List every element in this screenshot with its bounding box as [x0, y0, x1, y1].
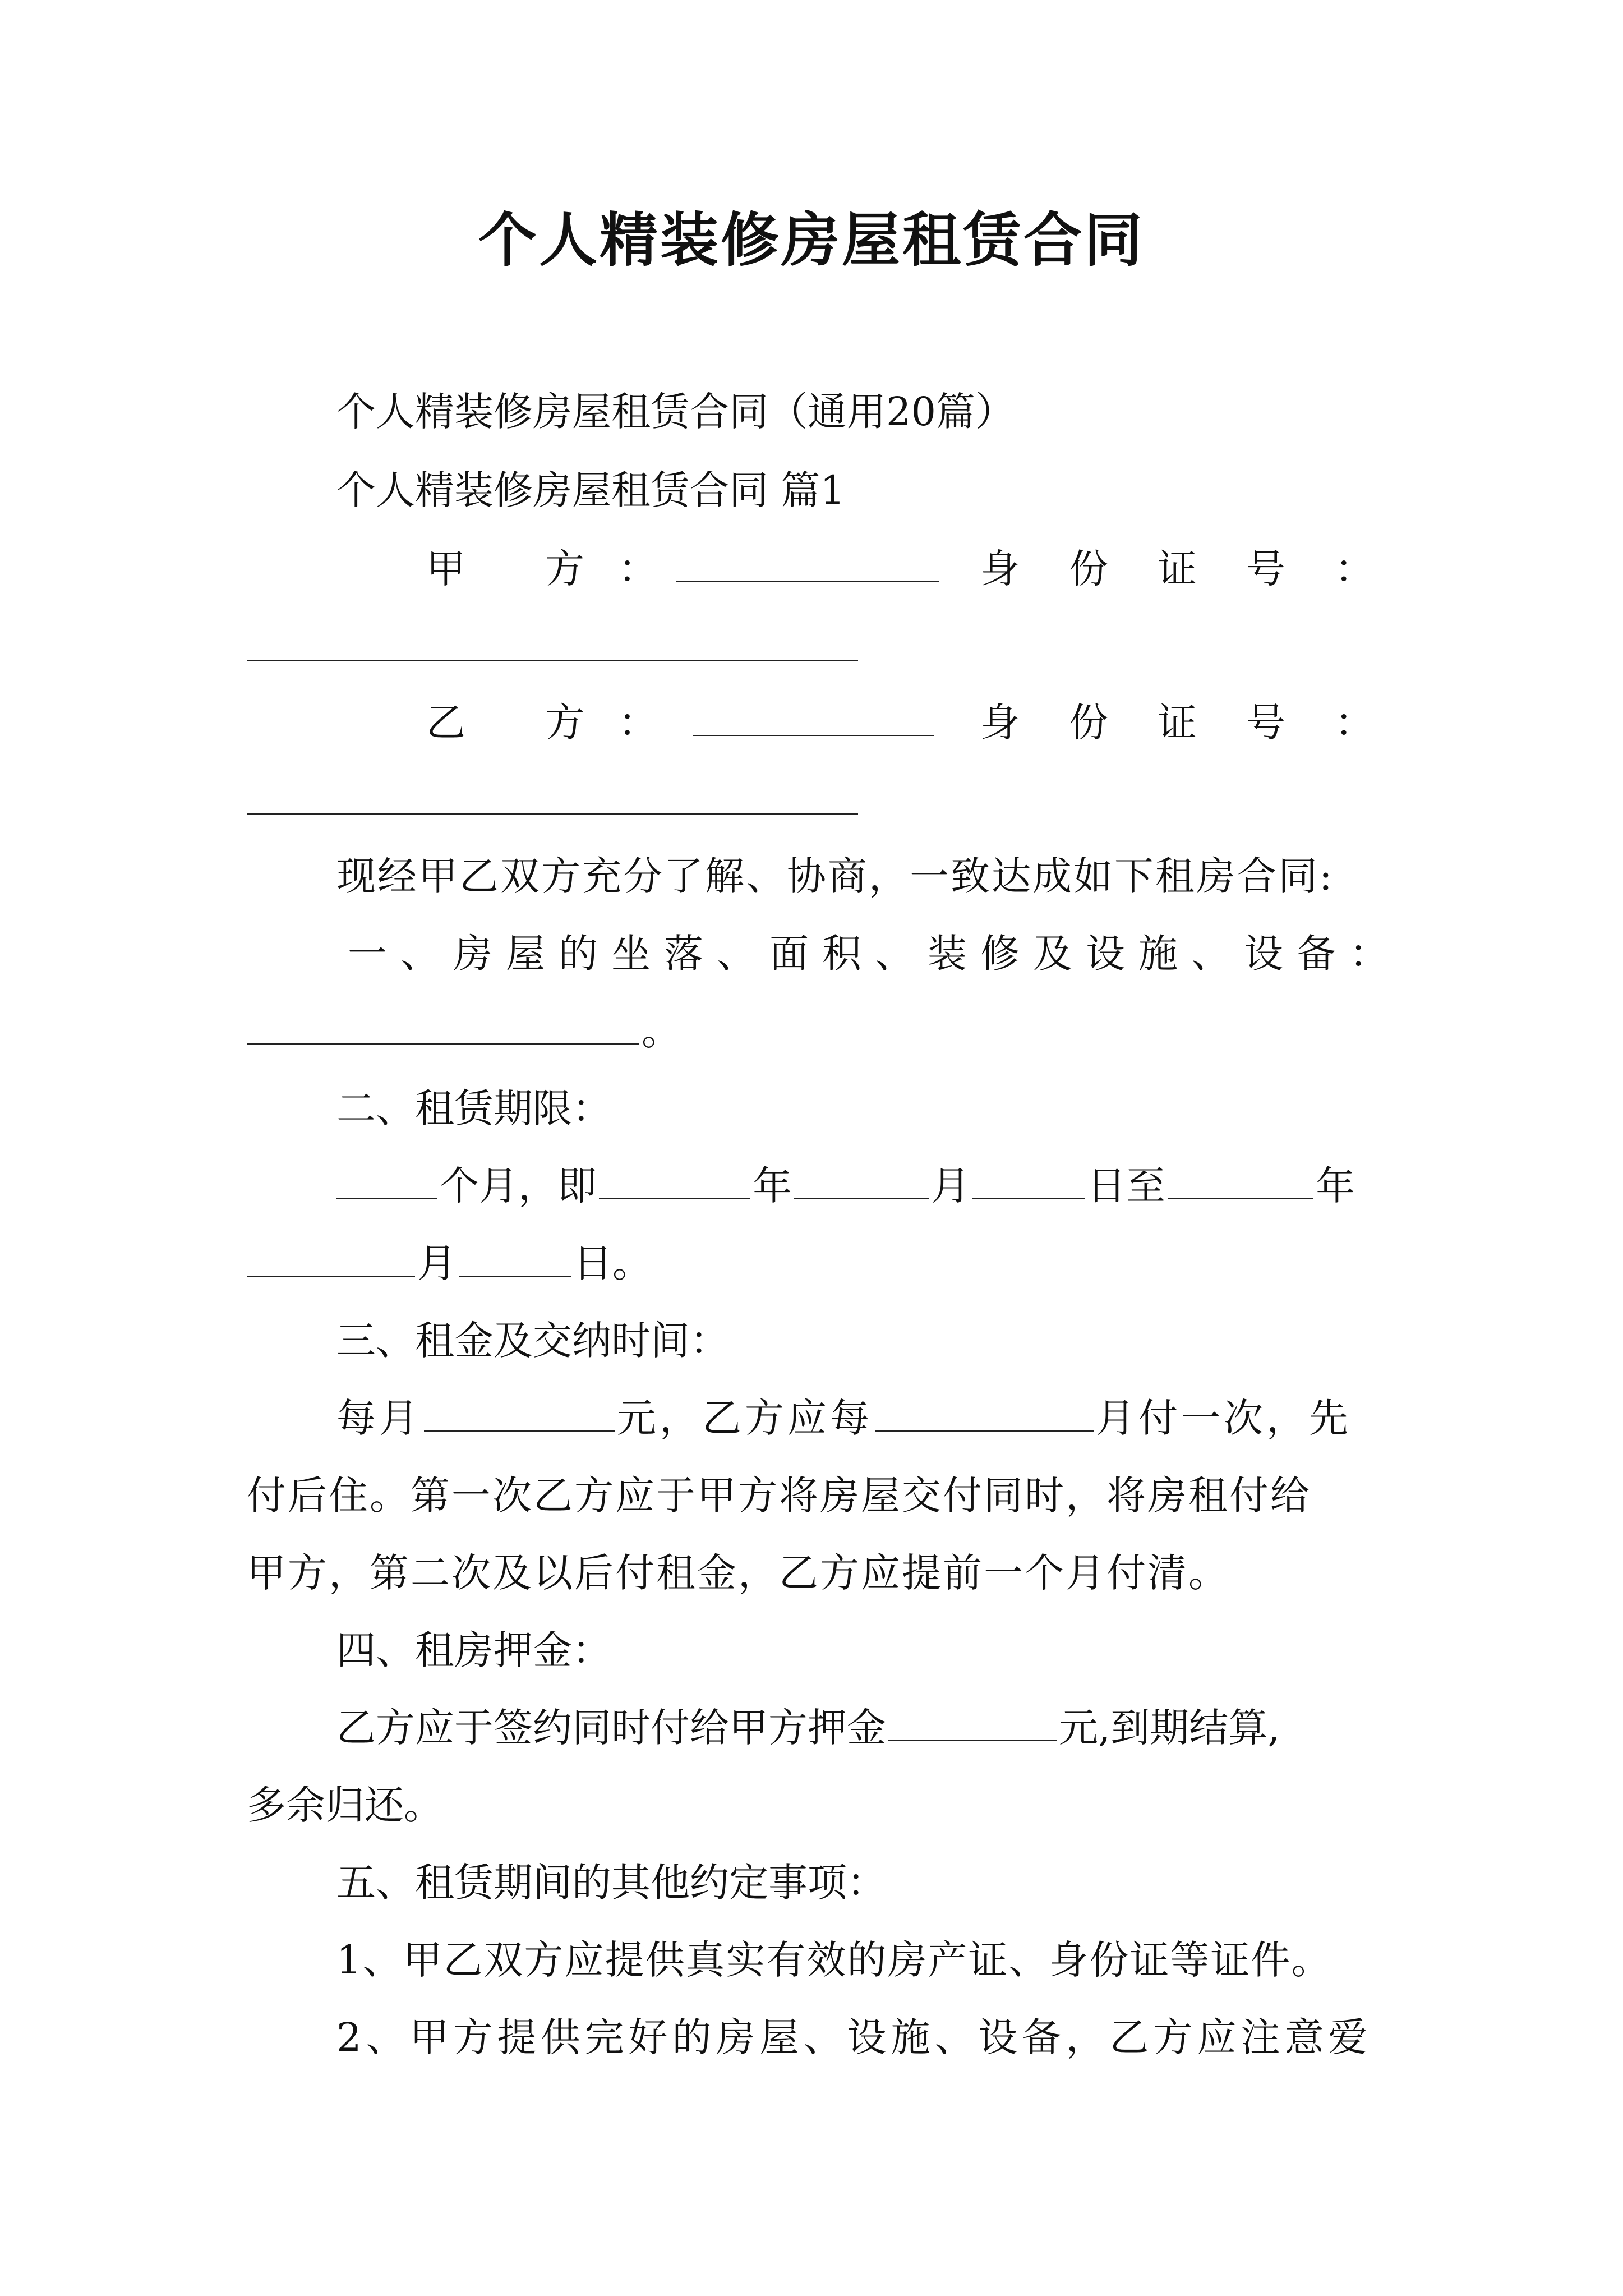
clause2-line1 [336, 1159, 1355, 1213]
clause4-heading: 四、租房押金： [336, 1627, 611, 1673]
clause4-line1 [336, 1701, 1280, 1755]
clause3-text-yuan: 元，乙方应每 [617, 1395, 873, 1441]
payment-period-blank [875, 1398, 1094, 1432]
party-a-id-label: 身份证号： [980, 546, 1423, 592]
clause2-line2 [247, 1236, 652, 1290]
clause2-text-month: 月 [931, 1163, 970, 1209]
clause3-heading: 三、租金及交纳时间： [336, 1318, 729, 1364]
party-b-label: 乙 方： [426, 700, 691, 746]
party-b-id-blank [247, 813, 858, 815]
subtitle: 个人精装修房屋租赁合同（通用20篇） [336, 389, 1015, 435]
intro-text: 现经甲乙双方充分了解、协商，一致达成如下租房合同: [336, 853, 1334, 899]
party-a-id-blank [247, 660, 858, 661]
clause4-text-deposit: 乙方应于签约同时付给甲方押金 [336, 1705, 886, 1751]
clause3-line2: 付后住。第一次乙方应于甲方将房屋交付同时，将房租付给 [247, 1473, 1311, 1519]
party-a-name-blank [676, 549, 939, 582]
party-b-row [426, 696, 1423, 749]
clause5-item2: 2、甲方提供完好的房屋、设施、设备，乙方应注意爱 [336, 2014, 1372, 2060]
clause4-line2: 多余归还。 [247, 1782, 443, 1828]
end-month-blank [247, 1243, 415, 1277]
party-a-label: 甲 方： [426, 546, 691, 592]
clause2-text-end-year: 年 [1316, 1163, 1355, 1209]
clause5-item1: 1、甲乙双方应提供真实有效的房产证、身份证等证件。 [336, 1937, 1332, 1983]
start-month-blank [794, 1166, 929, 1199]
party-b-id-label: 身份证号： [980, 700, 1423, 746]
clause3-text-pay-once: 月付一次，先 [1096, 1395, 1352, 1441]
deposit-blank [888, 1708, 1057, 1741]
clause2-text-end-day: 日。 [573, 1240, 652, 1286]
clause2-text-end-month: 月 [417, 1240, 457, 1286]
party-a-row [426, 542, 1423, 596]
clause3-text-monthly: 每月 [336, 1395, 422, 1441]
clause4-text-settle: 元,到期结算, [1059, 1705, 1280, 1751]
party-b-name-blank [693, 702, 934, 736]
clause5-heading: 五、租赁期间的其他约定事项： [336, 1860, 886, 1906]
clause1-end: 。 [642, 1008, 681, 1054]
start-day-blank [972, 1166, 1085, 1199]
clause2-text-months: 个月，即 [440, 1163, 597, 1209]
clause1-line2 [247, 1004, 681, 1058]
section-heading: 个人精装修房屋租赁合同 篇1 [336, 467, 845, 513]
end-day-blank [459, 1243, 571, 1277]
clause1-blank [247, 1011, 639, 1045]
clause2-text-year: 年 [753, 1163, 792, 1209]
clause3-line1 [336, 1391, 1352, 1445]
clause2-heading: 二、租赁期限： [336, 1085, 611, 1131]
clause2-text-day-to: 日至 [1087, 1163, 1165, 1209]
months-blank [336, 1166, 437, 1199]
monthly-rent-blank [424, 1398, 615, 1432]
start-year-blank [599, 1166, 750, 1199]
clause3-line3: 甲方，第二次及以后付租金，乙方应提前一个月付清。 [247, 1550, 1229, 1596]
document-title: 个人精装修房屋租赁合同 [478, 206, 1145, 274]
clause1-heading: 一、房屋的坐落、面积、装修及设施、设备： [348, 931, 1402, 977]
end-year-blank [1168, 1166, 1313, 1199]
